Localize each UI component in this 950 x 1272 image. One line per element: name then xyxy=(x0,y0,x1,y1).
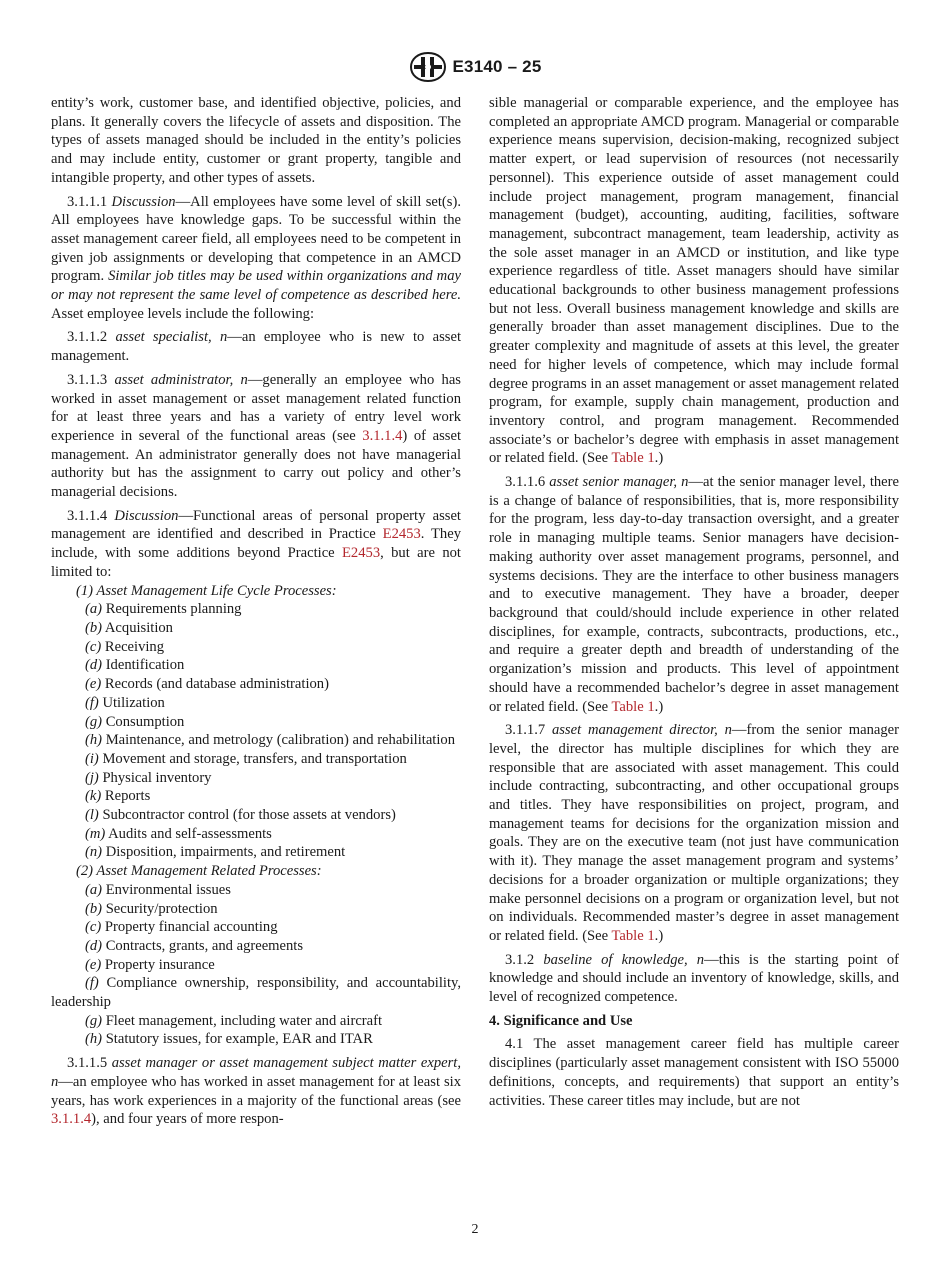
list-heading xyxy=(51,582,461,601)
clause-text: —at the senior manager level, there is a change of balance of responsibilities, that is, more responsibility for the program, less day-to-day transaction oversight, and a greater role in managing multiple teams. Senior managers have decision-making authority over asset management programs, personnel, and systems decisions. They are the interface to other business managers and to executive management. They have a broader, deeper background that could/should include experience in other related disciplines, for example, contracts, subcontracts, productions, etc., and require a greater depth and breadth of understanding of the organization’s mission and products. This level of appointment should have a recommended bachelor’s degree in asset management or related field. (See xyxy=(489,474,900,715)
list-item xyxy=(51,638,461,657)
list-item-text: Disposition, impairments, and retirement xyxy=(105,844,346,861)
list-marker: (i) xyxy=(85,750,99,767)
clause-italic-text: Similar job titles may be used within organizations and may or may not represent the same level of competence as described here. xyxy=(51,268,461,304)
list-marker: (b) xyxy=(85,619,103,636)
list-marker: (g) xyxy=(85,1012,103,1029)
list-marker: (f) xyxy=(85,975,99,992)
list-marker: (e) xyxy=(85,956,102,973)
cross-reference-link[interactable]: 3.1.1.4 xyxy=(362,427,403,444)
paragraph-continued xyxy=(489,94,899,468)
clause-number: 3.1.1.5 xyxy=(67,1055,108,1072)
term: Discussion xyxy=(111,193,176,210)
list-item xyxy=(51,1030,461,1049)
list-item xyxy=(51,1012,461,1031)
list-item xyxy=(51,731,461,750)
section-heading: 4. Significance and Use xyxy=(489,1012,633,1029)
list-item-text: Records (and database administration) xyxy=(104,676,329,693)
list-item-text: Reports xyxy=(104,788,151,805)
paragraph-3-1-1-2 xyxy=(51,328,461,365)
list-marker: (d) xyxy=(85,937,103,954)
paragraph-3-1-1-1 xyxy=(51,193,461,324)
table-reference-link[interactable]: Table 1 xyxy=(611,698,655,715)
list-item-text: Utilization xyxy=(102,694,165,711)
standard-designation: E3140 – 25 xyxy=(452,57,542,76)
cross-reference-link[interactable]: 3.1.1.4 xyxy=(51,1111,92,1128)
paragraph-3-1-1-5 xyxy=(51,1054,461,1129)
term: asset administrator, n xyxy=(114,371,248,388)
clause-number: 3.1.1.1 xyxy=(67,193,108,210)
list-marker: (c) xyxy=(85,638,102,655)
list-marker: (l) xyxy=(85,807,99,824)
list-item-text: Receiving xyxy=(104,638,165,655)
list-item-text: Movement and storage, transfers, and transportation xyxy=(102,750,407,767)
paragraph-3-1-1-4 xyxy=(51,507,461,582)
term: baseline of knowledge, n xyxy=(543,951,705,968)
list-item xyxy=(51,825,461,844)
clause-text: . They include, with some additions beyond Practice xyxy=(51,526,461,562)
list-item xyxy=(51,843,461,862)
left-column xyxy=(51,94,461,1129)
list-heading xyxy=(51,862,461,881)
list-marker: (d) xyxy=(85,657,103,674)
table-reference-link[interactable]: Table 1 xyxy=(611,927,655,944)
clause-text: —generally an employee who has worked in asset management or asset management related function for at least three years and has a variety of entry level work experience in several of the functional areas (see xyxy=(51,371,461,444)
list-item xyxy=(51,769,461,788)
clause-text: —this is the starting point of knowledge and should include an inventory of knowledge, skills, and level of recognized competence. xyxy=(489,951,899,1006)
list-marker: (m) xyxy=(85,825,106,842)
list-item-text: Contracts, grants, and agreements xyxy=(105,937,304,954)
list-marker: (g) xyxy=(85,713,103,730)
list-marker: (a) xyxy=(85,601,103,618)
page-header xyxy=(0,52,950,82)
list-item-text: Statutory issues, for example, EAR and ITAR xyxy=(105,1031,373,1048)
list-item-text: Physical inventory xyxy=(102,769,212,786)
clause-text: —an employee who is new to asset management. xyxy=(51,329,462,365)
term: asset management director, n xyxy=(551,722,732,739)
list-item xyxy=(51,713,461,732)
list-item-text: Acquisition xyxy=(104,619,173,636)
clause-text: .) xyxy=(654,927,664,944)
paragraph-3-1-1-7 xyxy=(489,721,899,945)
clause-text: —Functional areas of personal property asset management are identified and described in Practice xyxy=(51,507,461,543)
list-marker: (a) xyxy=(85,881,103,898)
paragraph-3-1-2 xyxy=(489,951,899,1007)
list-item-text: Property insurance xyxy=(104,956,215,973)
list-item-text: Subcontractor control (for those assets at vendors) xyxy=(102,807,396,824)
clause-text: Asset employee levels include the following: xyxy=(51,305,315,322)
list-item xyxy=(51,750,461,769)
list-item xyxy=(51,956,461,975)
paragraph-3-1-1-6 xyxy=(489,473,899,716)
list-item-text: Identification xyxy=(105,657,185,674)
term: asset manager or asset management subject matter expert, n xyxy=(51,1055,461,1090)
astm-logo-icon xyxy=(409,52,447,82)
list-marker: (k) xyxy=(85,788,102,805)
clause-number: 3.1.1.3 xyxy=(67,371,108,388)
page-number: 2 xyxy=(471,1222,479,1237)
list-item-text: Fleet management, including water and aircraft xyxy=(105,1012,383,1029)
list-item-text: Consumption xyxy=(105,713,185,730)
list-marker: (h) xyxy=(85,732,103,749)
list-item xyxy=(51,787,461,806)
clause-text: .) xyxy=(654,450,664,467)
clause-text: sible managerial or comparable experience, and the employee has completed an appropriate AMCD program. Managerial or comparable experience means supervision, decision-making, recognized subject matter expert, or lead supervision of resources (not necessarily personnel). This experience outside of asset management could include project management, program management, financial management (budget), accounting, auditing, facilities, software management, subcontract management, team leadership, activity as the sole asset manager in an AMCD or institution, and like type experience regardless of title. Asset managers should have similar educational backgrounds to other business management professions but not less. Overall business management knowledge and skills are generally broader than asset management disciplines. Due to the greater complexity and magnitude of assets at this level, the greater need for higher levels of competence, which may include formal degree programs in an asset management or asset management related program, for example, supply chain management, production and inventory control, and program management. Recommended associate’s or bachelor’s degree with emphasis in asset management or related field. (See xyxy=(489,95,899,467)
list-item-text: Maintenance, and metrology (calibration) and rehabilitation xyxy=(105,732,455,749)
list-marker: (h) xyxy=(85,1031,103,1048)
list-item xyxy=(51,675,461,694)
list-item-text: Requirements planning xyxy=(105,601,242,618)
paragraph-continued: entity’s work, customer base, and identified objective, policies, and plans. It generally covers the lifecycle of assets and disposition. The types of assets managed should be included in the entity’s policies and may include entity, customer or grant property, tangible and intangible property, and other types of assets. xyxy=(51,95,461,186)
list-marker: (e) xyxy=(85,676,102,693)
list-item xyxy=(51,694,461,713)
standard-reference-link[interactable]: E2453 xyxy=(342,545,381,562)
clause-number: 3.1.1.4 xyxy=(67,507,108,524)
list-item xyxy=(51,619,461,638)
clause-text: ), and four years of more respon- xyxy=(91,1111,284,1128)
clause-number: 3.1.2 xyxy=(505,951,535,968)
list-item xyxy=(51,881,461,900)
list-item xyxy=(51,918,461,937)
clause-text: .) xyxy=(654,698,664,715)
list-item-text: Audits and self-assessments xyxy=(108,825,272,842)
clause-text: ) of asset management. An administrator generally does not have managerial authority but has the assignment to carry out policy and other’s managerial decisions. xyxy=(51,427,462,501)
table-reference-link[interactable]: Table 1 xyxy=(611,450,655,467)
list-item xyxy=(51,974,461,1011)
list-item xyxy=(51,806,461,825)
list-item xyxy=(51,900,461,919)
clause-text: —an employee who has worked in asset management for at least six years, has work experiences in a majority of the functional areas (see xyxy=(51,1073,461,1109)
clause-number: 3.1.1.2 xyxy=(67,329,108,346)
list-item-text: Compliance ownership, responsibility, and accountability, leadership xyxy=(51,975,461,1011)
term: asset senior manager, n xyxy=(549,474,689,491)
paragraph-3-1-1-3 xyxy=(51,371,461,502)
term: asset specialist, n xyxy=(115,329,228,346)
list-marker: (c) xyxy=(85,919,102,936)
list-item xyxy=(51,600,461,619)
term: Discussion xyxy=(114,507,179,524)
list-item-text: Environmental issues xyxy=(105,881,231,898)
list-marker: (f) xyxy=(85,694,99,711)
list-marker: (j) xyxy=(85,769,99,786)
list-item xyxy=(51,656,461,675)
list-marker: (n) xyxy=(85,844,103,861)
list-heading-text: (1) Asset Management Life Cycle Processes: xyxy=(76,582,337,599)
list-item-text: Property financial accounting xyxy=(104,919,278,936)
list-marker: (b) xyxy=(85,900,103,917)
standard-reference-link[interactable]: E2453 xyxy=(382,526,421,543)
clause-text: , but are not limited to: xyxy=(51,545,461,580)
list-heading-text: (2) Asset Management Related Processes: xyxy=(76,863,322,880)
right-column xyxy=(489,94,899,1110)
clause-number: 4.1 xyxy=(505,1036,524,1053)
clause-text: —from the senior manager level, the director has multiple disciplines for which they are responsible that are associated with asset management. This could include contracting, subcontracting, and other occupational groups and titles. They have responsibilities on project, program, and management teams for decisions for the organization mission and goals. They are on the executive team (not just have communication with it). They manage the asset management program and systems’ decisions for a broader organization or multiple organizations; they make personnel decisions on a program or organization level, but not on individuals. Recommended master’s degree in asset management or related field. (See xyxy=(489,722,900,944)
list-item-text: Security/protection xyxy=(105,900,218,917)
paragraph-4-1 xyxy=(489,1035,899,1110)
list-item xyxy=(51,937,461,956)
clause-number: 3.1.1.7 xyxy=(505,722,546,739)
clause-text: —All employees have some level of skill set(s). All employees have knowledge gaps. To be successful within the asset management career field, all employees need to be competent in given job assignments or developing that competence in an AMCD program. xyxy=(51,193,461,285)
clause-text: The asset management career field has multiple career disciplines (particularly asset management consistent with ISO 55000 definitions, concepts, and requirements) that support an entity’s activities. These career titles may include, but are not xyxy=(489,1036,899,1109)
clause-number: 3.1.1.6 xyxy=(505,474,546,491)
